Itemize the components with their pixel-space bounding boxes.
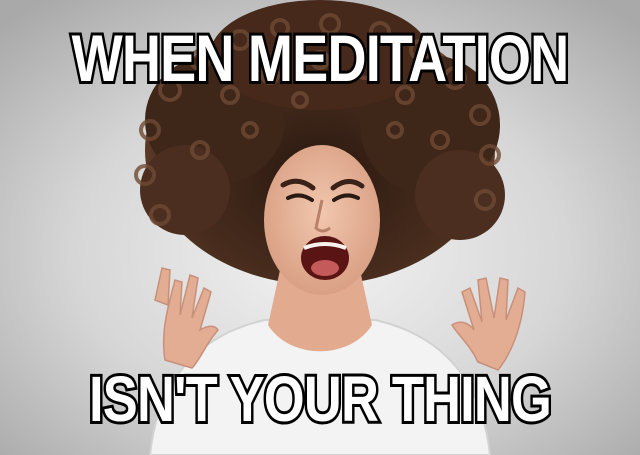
screaming-face (264, 145, 380, 295)
bottom-caption: ISN'T YOUR THING (89, 363, 551, 435)
top-caption: WHEN MEDITATION (71, 21, 569, 95)
